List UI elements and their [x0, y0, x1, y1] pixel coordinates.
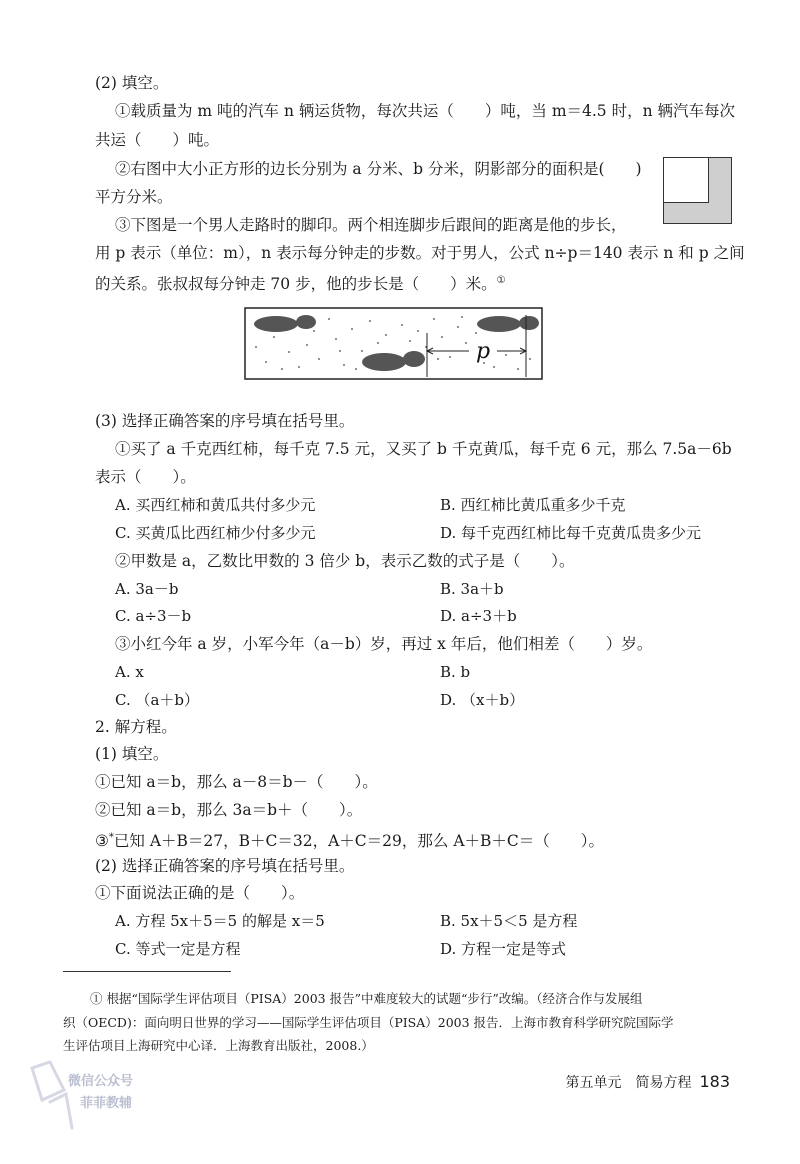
- footnote-divider: [63, 971, 231, 972]
- part2-fill-q3-mark: ③: [95, 832, 109, 851]
- fill-q3-line2: 用 p 表示（单位：m），n 表示每分钟走的步数。对于男人，公式 n÷p＝140 表示 n 和 p 之间: [95, 244, 745, 262]
- fill-q3-line3: [95, 270, 740, 295]
- step-length-label: p: [476, 339, 491, 364]
- footnote-line2: 织（OECD)：面向明日世界的学习——国际学生评估项目（PISA）2003 报告．上海市教育科学研究院国际学: [63, 1015, 674, 1030]
- fill-q1-line2: 共运（ ）吨。: [95, 131, 220, 149]
- part2-choice-option-c: C. 等式一定是方程: [115, 940, 241, 958]
- part2-choice-q1: ①下面说法正确的是（ ）。: [95, 884, 305, 902]
- choice-q2-option-a: A. 3a－b: [115, 580, 179, 598]
- watermark-line1: 微信公众号: [68, 1074, 134, 1089]
- part2-fill-q1: ①已知 a＝b，那么 a－8＝b－（ ）。: [95, 773, 378, 791]
- choice-q2-option-c: C. a÷3－b: [115, 607, 192, 625]
- choice-q1-option-d: D. 每千克西红柿比每千克黄瓜贵多少元: [440, 524, 702, 542]
- choice-q2-option-d: D. a÷3＋b: [440, 607, 517, 625]
- choice-q3-option-c: C. （a＋b）: [115, 691, 200, 709]
- fill-q3-line1: ③下图是一个男人走路时的脚印。两个相连脚步后跟间的距离是他的步长，: [115, 216, 627, 234]
- fill-q1-line1: ①载质量为 m 吨的汽车 n 辆运货物，每次共运（ ）吨，当 m＝4.5 时，n 辆汽车每次: [115, 102, 736, 120]
- part2-fill-q3-text: 已知 A＋B＝27，B＋C＝32，A＋C＝29，那么 A＋B＋C＝（ ）。: [113, 832, 605, 851]
- fill-q2-line2: 平方分米。: [95, 188, 173, 206]
- section-fill-heading: (2) 填空。: [95, 74, 169, 92]
- page-number: 183: [699, 1072, 730, 1091]
- choice-q1-line2: 表示（ ）。: [95, 468, 196, 486]
- footprint-figure: [244, 307, 544, 381]
- footnote-line1: ① 根据“国际学生评估项目（PISA）2003 报告”中难度较大的试题“步行”改编。（经济合作与发展组: [90, 991, 643, 1006]
- choice-q2-text: ②甲数是 a，乙数比甲数的 3 倍少 b，表示乙数的式子是（ ）。: [115, 552, 575, 570]
- choice-q1-option-b: B. 西红柿比黄瓜重多少千克: [440, 496, 626, 514]
- part2-fill-heading: (1) 填空。: [95, 745, 169, 763]
- choice-q3-text: ③小红今年 a 岁，小军今年（a－b）岁，再过 x 年后，他们相差（ ）岁。: [115, 635, 653, 653]
- challenge-star: *: [108, 832, 114, 843]
- choice-q1-option-a: A. 买西红柿和黄瓜共付多少元: [115, 496, 316, 514]
- choice-q1-option-c: C. 买黄瓜比西红柿少付多少元: [115, 524, 316, 542]
- part2-choice-option-b: B. 5x＋5＜5 是方程: [440, 912, 578, 930]
- section-choice-heading: (3) 选择正确答案的序号填在括号里。: [95, 412, 355, 430]
- choice-q1-line1: ①买了 a 千克西红柿，每千克 7.5 元，又买了 b 千克黄瓜，每千克 6 元，那么 7.5a－6b: [115, 440, 732, 458]
- choice-q2-option-b: B. 3a＋b: [440, 580, 504, 598]
- part2-fill-q2: ②已知 a＝b，那么 3a＝b＋（ ）。: [95, 801, 363, 819]
- choice-q3-option-b: B. b: [440, 663, 471, 681]
- choice-q3-option-d: D. （x＋b）: [440, 691, 525, 709]
- footnote-line3: 生评估项目上海研究中心译．上海教育出版社，2008.）: [63, 1038, 374, 1053]
- page-footer: [565, 1072, 730, 1092]
- part2-choice-option-a: A. 方程 5x＋5＝5 的解是 x＝5: [115, 912, 325, 930]
- fill-q2-line1: ②右图中大小正方形的边长分别为 a 分米、b 分米，阴影部分的面积是( ): [115, 160, 642, 178]
- part2-fill-q3: [95, 827, 740, 852]
- part2-heading: 2. 解方程。: [95, 718, 177, 736]
- choice-q3-option-a: A. x: [115, 663, 144, 681]
- watermark-line2: 菲菲教辅: [80, 1096, 133, 1111]
- footnote-ref: ①: [496, 275, 506, 286]
- part2-choice-option-d: D. 方程一定是等式: [440, 940, 567, 958]
- fill-q3-line3-text: 的关系。张叔叔每分钟走 70 步，他的步长是（ ）米。: [95, 275, 497, 294]
- part2-choice-heading: (2) 选择正确答案的序号填在括号里。: [95, 857, 355, 875]
- chapter-title: 第五单元 简易方程: [565, 1075, 692, 1091]
